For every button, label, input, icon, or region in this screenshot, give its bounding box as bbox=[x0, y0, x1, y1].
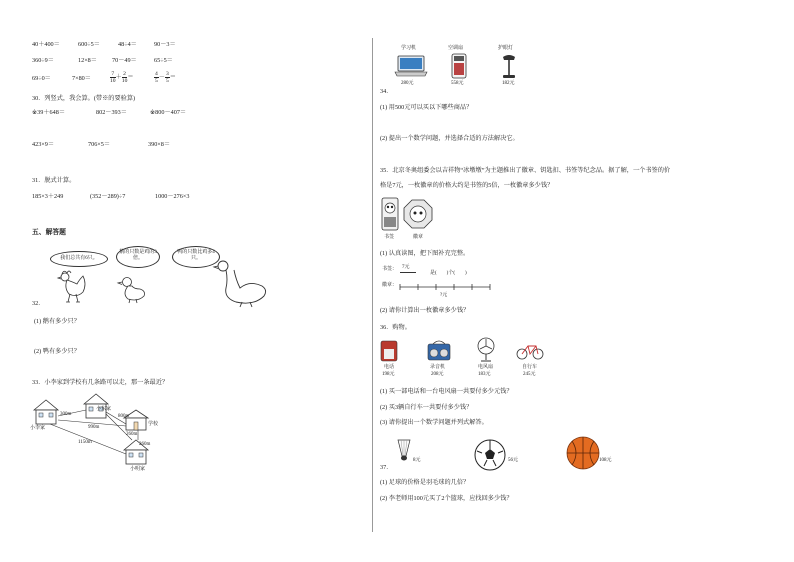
fraction-7-10: $\frac{7}{10}$ bbox=[110, 71, 116, 84]
q30-item-4: 423×9＝ bbox=[32, 141, 55, 148]
q33-title: 33．小李家到学校有几条路可以走，那一条最近？ bbox=[32, 379, 169, 386]
q30-item-6: 390×8＝ bbox=[148, 141, 171, 148]
q31-item-3: 1000－276×3 bbox=[155, 193, 190, 200]
rooster-icon bbox=[54, 268, 88, 304]
map-distance-260m-a: 260m bbox=[126, 432, 138, 437]
shop-name-3: 电风扇 bbox=[478, 365, 494, 370]
product-name-2: 空调扇 bbox=[448, 46, 464, 51]
tape-label-bookmark: 书签： bbox=[382, 267, 398, 272]
q34-number: 34． bbox=[380, 88, 393, 95]
shop-price-3: 183元 bbox=[478, 372, 491, 377]
goose-icon bbox=[214, 258, 268, 308]
q31-item-1: 185×3＋249 bbox=[32, 193, 64, 200]
q30-item-3: ※800－407＝ bbox=[150, 109, 187, 116]
air-cooler-icon bbox=[450, 53, 468, 79]
tape-multiplier-label: 是( )个( ) bbox=[430, 271, 467, 276]
badge-icon bbox=[403, 199, 433, 229]
mental-calc-7: 70－49＝ bbox=[112, 57, 137, 64]
mental-calc-6: 12×8＝ bbox=[78, 57, 97, 64]
bookmark-icon bbox=[381, 197, 399, 231]
map-distance-800m: 800m bbox=[118, 414, 130, 419]
speech-bubble-goose: 鹅的只数是鸡的3倍。 bbox=[116, 246, 160, 268]
map-label-xiaoming-home: 小明家 bbox=[130, 467, 146, 472]
speech-bubble-duck: 鸭的只数比鸡多4只。 bbox=[172, 246, 220, 268]
tape-question-label: ?元 bbox=[440, 293, 448, 298]
mental-calc-10: 7×80＝ bbox=[72, 75, 91, 82]
tape-badge-bar bbox=[400, 284, 492, 292]
mental-calc-9: 69÷0＝ bbox=[32, 75, 51, 82]
football-icon bbox=[474, 439, 506, 471]
section-5-title: 五、解答题 bbox=[32, 229, 66, 236]
fraction-expression-2: $\frac{4}{5}$ － $\frac{3}{5}$ ＝ bbox=[155, 71, 176, 84]
q32-sub-1: (1) 鹅有多少只？ bbox=[34, 318, 80, 325]
route-map-diagram bbox=[32, 392, 192, 484]
telephone-icon bbox=[380, 340, 398, 362]
tape-label-7yuan: 7元 bbox=[402, 265, 410, 270]
map-label-xiaoli-home: 小李家 bbox=[30, 426, 46, 431]
shop-name-4: 自行车 bbox=[522, 365, 538, 370]
ball-price-football: 56元 bbox=[508, 458, 519, 463]
product-price-1: 280元 bbox=[401, 81, 414, 86]
ball-price-basketball: 108元 bbox=[599, 458, 612, 463]
speech-bubble-chicken: 我们总共有6只。 bbox=[50, 251, 108, 267]
q34-sub-1: (1) 用500元可以买以下哪些商品？ bbox=[380, 104, 473, 111]
q37-sub-1: (1) 足球的价格是羽毛球的几倍？ bbox=[380, 479, 470, 486]
radio-icon bbox=[427, 340, 451, 362]
q37-sub-2: (2) 李老师用100元买了2个篮球，应找回多少钱？ bbox=[380, 495, 513, 502]
q32-number: 32． bbox=[32, 300, 45, 307]
bicycle-icon bbox=[516, 341, 544, 361]
q34-sub-2: (2) 提出一个数学问题，并选择合适的方法解决它。 bbox=[380, 135, 519, 142]
map-distance-1150m: 1150m bbox=[78, 440, 92, 445]
mental-calc-2: 600÷5＝ bbox=[78, 41, 100, 48]
bookmark-label: 书签 bbox=[384, 235, 395, 240]
q35-sub-2: (2) 请你计算出一枚徽章多少钱？ bbox=[380, 307, 470, 314]
q30-title: 30．列竖式，我会算。(带※的要验算) bbox=[32, 95, 136, 102]
shop-price-4: 245元 bbox=[523, 372, 536, 377]
q36-sub-2: (2) 买3辆自行车一共要付多少钱？ bbox=[380, 404, 473, 411]
badge-label: 徽章 bbox=[413, 235, 424, 240]
q35-line-1: 35．北京冬奥组委会以吉祥物“冰墩墩”为主题推出了徽章、钥匙扣、书签等纪念品。据了解，一个书签的价 bbox=[380, 167, 671, 174]
map-distance-990m: 990m bbox=[88, 425, 100, 430]
map-distance-260m-b: 260m bbox=[139, 442, 151, 447]
mental-calc-3: 48÷4＝ bbox=[118, 41, 137, 48]
q30-item-5: 706×5＝ bbox=[88, 141, 111, 148]
mental-calc-1: 40＋400＝ bbox=[32, 41, 60, 48]
q36-sub-3: (3) 请你提出一个数学问题并列式解答。 bbox=[380, 419, 488, 426]
duck-icon bbox=[118, 276, 148, 304]
q31-item-2: (352－289)÷7 bbox=[90, 193, 126, 200]
desk-lamp-icon bbox=[500, 53, 518, 79]
map-label-xiaodong-home: 小东家 bbox=[96, 407, 112, 412]
tape-bookmark-bar bbox=[400, 272, 416, 273]
shop-name-1: 电话 bbox=[384, 365, 395, 370]
shop-name-2: 录音机 bbox=[430, 365, 446, 370]
product-price-3: 182元 bbox=[502, 81, 515, 86]
q30-item-1: ※39＋648＝ bbox=[32, 109, 66, 116]
mental-calc-4: 90－3＝ bbox=[154, 41, 176, 48]
map-distance-300m: 300m bbox=[60, 412, 72, 417]
shop-price-2: 208元 bbox=[431, 372, 444, 377]
q37-number: 37． bbox=[380, 464, 393, 471]
tape-label-badge: 徽章： bbox=[382, 283, 398, 288]
laptop-icon bbox=[394, 55, 428, 77]
q30-item-2: 802－393＝ bbox=[96, 109, 127, 116]
map-label-school: 学校 bbox=[148, 422, 159, 427]
mental-calc-8: 65÷5＝ bbox=[154, 57, 173, 64]
q36-title: 36．购物。 bbox=[380, 324, 411, 331]
q36-sub-1: (1) 买一部电话和一台电风扇一共要付多少元钱？ bbox=[380, 388, 513, 395]
q35-sub-1: (1) 认真读图，把下图补充完整。 bbox=[380, 250, 470, 257]
ball-price-shuttlecock: 8元 bbox=[413, 458, 421, 463]
basketball-icon bbox=[566, 436, 600, 470]
product-price-2: 558元 bbox=[451, 81, 464, 86]
product-name-1: 学习机 bbox=[401, 46, 417, 51]
q31-title: 31．脱式计算。 bbox=[32, 177, 76, 184]
column-divider bbox=[372, 38, 373, 532]
shop-price-1: 198元 bbox=[382, 372, 395, 377]
q32-sub-2: (2) 鸭有多少只？ bbox=[34, 348, 80, 355]
mental-calc-5: 360÷9＝ bbox=[32, 57, 54, 64]
fraction-4-5: $\frac{4}{5}$ bbox=[155, 71, 158, 84]
fraction-expression-1: $\frac{7}{10}$ ＋ $\frac{2}{10}$ ＝ bbox=[110, 71, 134, 84]
fan-icon bbox=[476, 337, 496, 363]
fraction-2-10: $\frac{2}{10}$ bbox=[121, 71, 128, 84]
shuttlecock-icon bbox=[396, 438, 412, 462]
house-icon-xiaoli bbox=[34, 400, 58, 424]
fraction-3-5: $\frac{3}{5}$ bbox=[165, 71, 169, 84]
product-name-3: 护眼灯 bbox=[498, 46, 514, 51]
q35-line-2: 格是7元，一枚徽章的价格大约是书签的5倍，一枚徽章多少钱？ bbox=[380, 182, 554, 189]
